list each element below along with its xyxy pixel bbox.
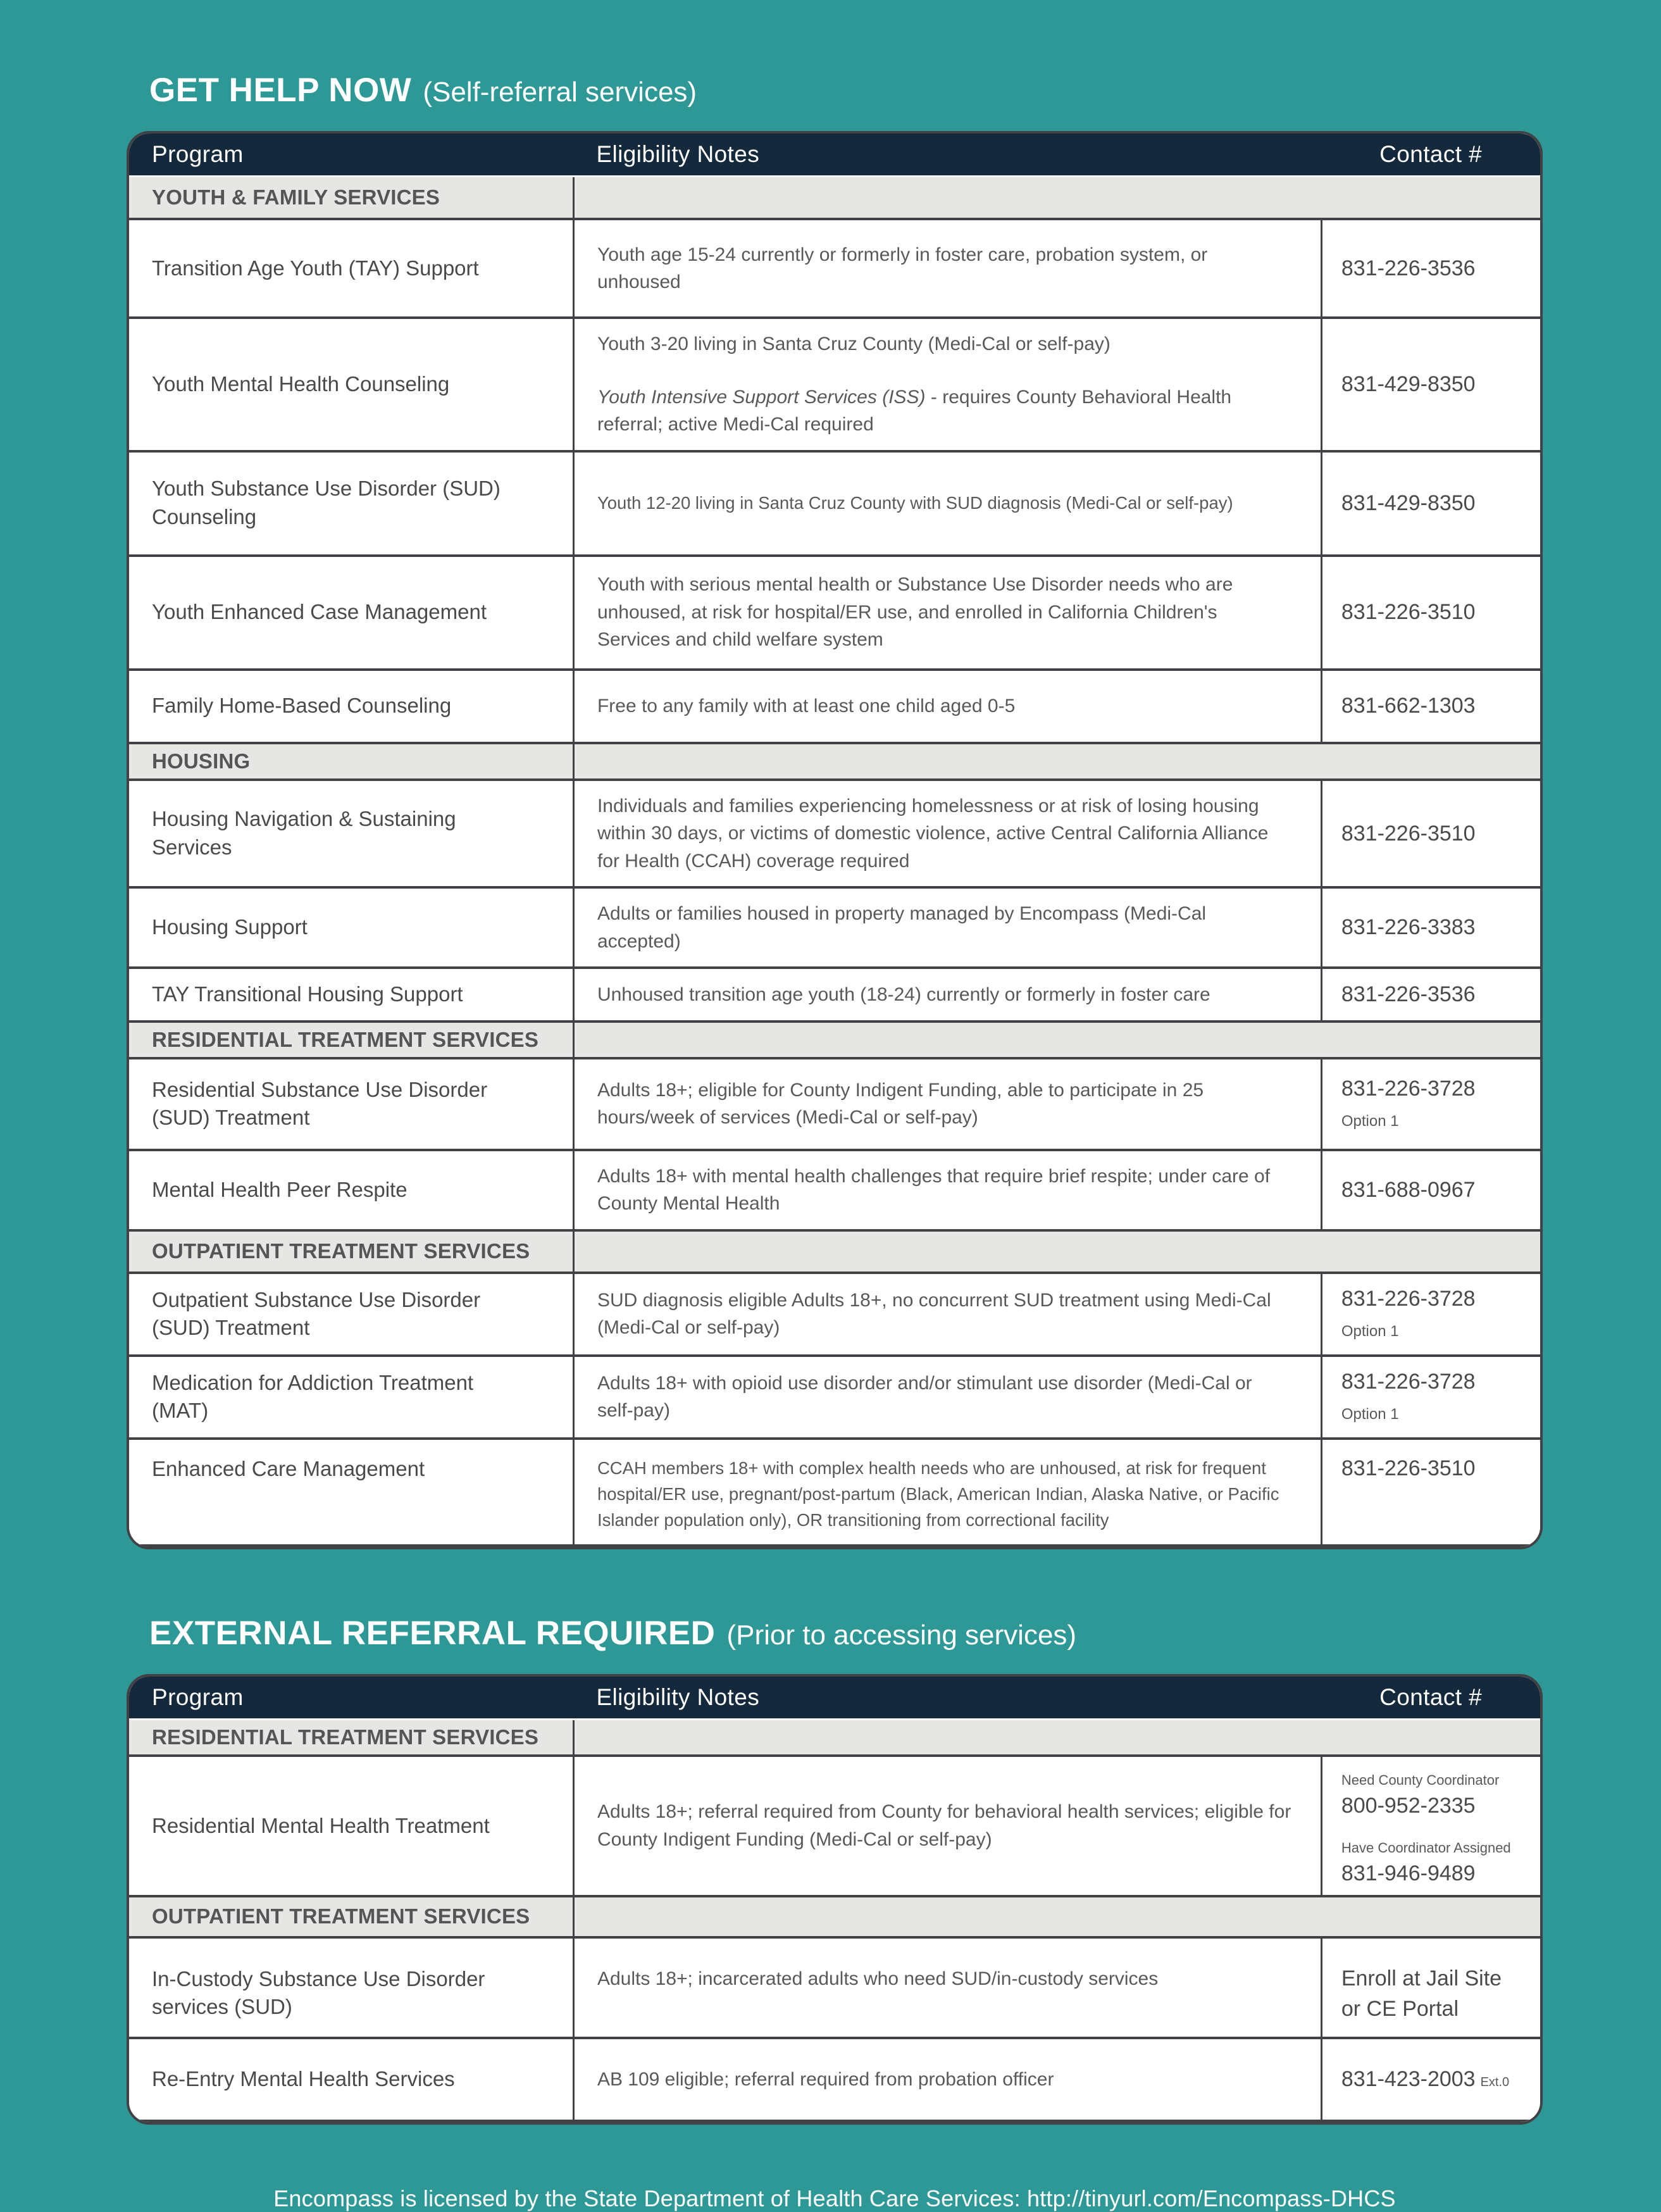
program-cell: Youth Substance Use Disorder (SUD) Counseling: [129, 451, 573, 556]
eligibility-cell: [573, 1273, 1321, 1356]
contact-line: [1341, 1285, 1530, 1313]
contact-number: 831-662-1303: [1341, 694, 1476, 718]
eligibility-cell: [573, 670, 1321, 743]
contact-number: 831-688-0967: [1341, 1177, 1476, 1202]
eligibility-text: Adults 18+ with opioid use disorder and/or stimulant use disorder (Medi-Cal or self-pay): [597, 1372, 1252, 1422]
contact-line: [1341, 2066, 1530, 2093]
eligibility-cell: [573, 1058, 1321, 1150]
section-label: OUTPATIENT TREATMENT SERVICES: [129, 1230, 573, 1273]
eligibility-text: Adults 18+; referral required from County for behavioral health services; eligible for County Indigent Funding (Medi-Cal or self-pay): [597, 1801, 1291, 1850]
contact-note: Need County Coordinator: [1341, 1771, 1500, 1788]
contact-line: [1341, 1965, 1530, 1992]
contact-line: [1341, 1765, 1530, 1792]
eligibility-cell: [573, 556, 1321, 670]
contact-cell: [1321, 1356, 1540, 1439]
contact-number: 831-226-3510: [1341, 600, 1476, 625]
contact-cell: [1321, 1150, 1540, 1230]
get-help-now-table: [129, 134, 1540, 1547]
contact-number: 831-946-9489: [1341, 1861, 1476, 1886]
eligibility-cell: [573, 1439, 1321, 1546]
contact-number: 831-226-3383: [1341, 915, 1476, 940]
eligibility-paragraph: [597, 1455, 1293, 1534]
contact-note: Ext.0: [1480, 2075, 1510, 2090]
eligibility-cell: [573, 1937, 1321, 2038]
column-header-program: Program: [129, 134, 573, 176]
program-cell: In-Custody Substance Use Disorder services (SUD): [129, 1937, 573, 2038]
program-row: [129, 1439, 1540, 1546]
program-row: [129, 887, 1540, 968]
contact-line: [1341, 1860, 1530, 1887]
section-row: [129, 743, 1540, 780]
eligibility-italic-text: Youth Intensive Support Services (ISS): [597, 386, 926, 408]
program-row: [129, 318, 1540, 451]
program-row: [129, 556, 1540, 670]
section-label: YOUTH & FAMILY SERVICES: [129, 176, 573, 219]
contact-line: [1341, 1455, 1530, 1482]
contact-number: 831-226-3728: [1341, 1076, 1476, 1101]
column-header-eligibility-notes: Eligibility Notes: [573, 1677, 1321, 1719]
contact-note: Option 1: [1341, 1113, 1399, 1130]
eligibility-paragraph: [597, 2066, 1293, 2094]
eligibility-cell: [573, 1150, 1321, 1230]
eligibility-paragraph: [597, 981, 1293, 1009]
eligibility-text: Youth with serious mental health or Substance Use Disorder needs who are unhoused, at risk for hospital/ER use, and enrolled in California Children's Services and child welfare system: [597, 574, 1233, 651]
program-cell: Residential Substance Use Disorder (SUD) Treatment: [129, 1058, 573, 1150]
table-body: [129, 1719, 1540, 2121]
program-row: [129, 1150, 1540, 1230]
program-cell: Youth Enhanced Case Management: [129, 556, 573, 670]
contact-line: [1341, 1368, 1530, 1396]
eligibility-cell: [573, 887, 1321, 968]
external-referral-table: [129, 1677, 1540, 2122]
contact-line: [1341, 1075, 1530, 1103]
contact-line: [1341, 692, 1530, 720]
contact-cell: [1321, 670, 1540, 743]
external-referral-card: [127, 1674, 1543, 2125]
eligibility-cell: [573, 1756, 1321, 1896]
contact-line: [1341, 1399, 1530, 1426]
header-row: [129, 1677, 1540, 1719]
section-row-filler: [573, 1230, 1540, 1273]
contact-cell: [1321, 318, 1540, 451]
contact-number: 831-429-8350: [1341, 491, 1476, 515]
program-row: [129, 219, 1540, 318]
contact-cell: [1321, 968, 1540, 1022]
eligibility-paragraph: [597, 1287, 1293, 1342]
section-row: [129, 1230, 1540, 1273]
contact-line: [1341, 1996, 1530, 2023]
eligibility-cell: [573, 451, 1321, 556]
contact-line: [1341, 820, 1530, 847]
eligibility-paragraph: [597, 241, 1293, 296]
eligibility-paragraph: [597, 1370, 1293, 1425]
contact-cell: [1321, 1439, 1540, 1546]
contact-cell: [1321, 451, 1540, 556]
program-row: [129, 451, 1540, 556]
section-label: HOUSING: [129, 743, 573, 780]
external-referral-title-main: EXTERNAL REFERRAL REQUIRED: [149, 1615, 716, 1653]
section-row-filler: [573, 1022, 1540, 1058]
eligibility-text: Adults 18+; eligible for County Indigent Funding, able to participate in 25 hours/week of services (Medi-Cal or self-pay): [597, 1079, 1204, 1128]
section-row: [129, 1896, 1540, 1937]
eligibility-cell: [573, 219, 1321, 318]
contact-line: [1341, 255, 1530, 282]
eligibility-cell: [573, 780, 1321, 888]
program-cell: Family Home-Based Counseling: [129, 670, 573, 743]
column-header-program: Program: [129, 1677, 573, 1719]
eligibility-paragraph: [597, 1798, 1293, 1853]
contact-line: [1341, 1792, 1530, 1820]
contact-cell: [1321, 1756, 1540, 1896]
contact-line: [1341, 1177, 1530, 1204]
contact-cell: [1321, 780, 1540, 888]
column-header-contact: Contact #: [1321, 1677, 1540, 1719]
eligibility-paragraph: [597, 792, 1293, 875]
program-cell: Housing Navigation & Sustaining Services: [129, 780, 573, 888]
program-row: [129, 1937, 1540, 2038]
contact-number: 831-423-2003: [1341, 2067, 1476, 2092]
eligibility-text: Youth age 15-24 currently or formerly in foster care, probation system, or unhoused: [597, 244, 1208, 292]
eligibility-cell: [573, 318, 1321, 451]
contact-number: Enroll at Jail Site: [1341, 1966, 1502, 1990]
contact-number: 831-226-3510: [1341, 821, 1476, 846]
contact-line: [1341, 371, 1530, 398]
eligibility-text: Adults or families housed in property managed by Encompass (Medi-Cal accepted): [597, 903, 1207, 952]
program-row: [129, 1756, 1540, 1896]
contact-cell: [1321, 556, 1540, 670]
contact-note: Option 1: [1341, 1406, 1399, 1423]
table-body: [129, 176, 1540, 1546]
contact-number: 800-952-2335: [1341, 1794, 1476, 1818]
external-referral-title: [149, 1549, 1543, 1653]
program-cell: Re-Entry Mental Health Services: [129, 2038, 573, 2121]
external-referral-title-sub: (Prior to accessing services): [726, 1620, 1077, 1651]
section-row: [129, 1719, 1540, 1756]
contact-cell: [1321, 1273, 1540, 1356]
contact-number: 831-226-3536: [1341, 256, 1476, 280]
footer-text: Encompass is licensed by the State Department of Health Care Services: http://tinyurl.com/Encompass-DHCS: [273, 2185, 1396, 2211]
eligibility-paragraph: [597, 692, 1293, 720]
contact-line: [1341, 981, 1530, 1008]
table-head: [129, 1677, 1540, 1719]
eligibility-text: Individuals and families experiencing homelessness or at risk of losing housing within 30 days, or victims of domestic violence, active Central California Alliance for Health (CCAH) coverage required: [597, 795, 1269, 872]
eligibility-cell: [573, 968, 1321, 1022]
eligibility-text: Unhoused transition age youth (18-24) currently or formerly in foster care: [597, 984, 1210, 1005]
contact-cell: [1321, 219, 1540, 318]
program-row: [129, 1273, 1540, 1356]
contact-line: [1341, 914, 1530, 941]
contact-line: [1341, 1316, 1530, 1343]
contact-number: 831-226-3728: [1341, 1286, 1476, 1311]
contact-cell: [1321, 1058, 1540, 1150]
eligibility-text: Free to any family with at least one child aged 0-5: [597, 695, 1016, 716]
contact-note: Option 1: [1341, 1323, 1399, 1340]
eligibility-cell: [573, 1356, 1321, 1439]
eligibility-text: Adults 18+ with mental health challenges that require brief respite; under care of County Mental Health: [597, 1165, 1271, 1215]
get-help-now-title: [149, 0, 1543, 109]
program-cell: Transition Age Youth (TAY) Support: [129, 219, 573, 318]
program-cell: Residential Mental Health Treatment: [129, 1756, 573, 1896]
contact-note: Have Coordinator Assigned: [1341, 1839, 1511, 1856]
section-row: [129, 1022, 1540, 1058]
eligibility-paragraph: [597, 491, 1293, 516]
contact-number: 831-226-3728: [1341, 1369, 1476, 1394]
program-cell: Youth Mental Health Counseling: [129, 318, 573, 451]
program-cell: Enhanced Care Management: [129, 1439, 573, 1546]
section-row-filler: [573, 743, 1540, 780]
contact-line: [1341, 490, 1530, 517]
program-row: [129, 1356, 1540, 1439]
contact-number: 831-226-3536: [1341, 982, 1476, 1007]
contact-cell: [1321, 887, 1540, 968]
program-cell: Mental Health Peer Respite: [129, 1150, 573, 1230]
eligibility-text: Adults 18+; incarcerated adults who need SUD/in-custody services: [597, 1968, 1159, 1989]
program-row: [129, 670, 1540, 743]
eligibility-text: Youth 12-20 living in Santa Cruz County with SUD diagnosis (Medi-Cal or self-pay): [597, 493, 1233, 513]
eligibility-paragraph: [597, 1163, 1293, 1218]
section-row: [129, 176, 1540, 219]
eligibility-cell: [573, 2038, 1321, 2121]
eligibility-paragraph: [597, 900, 1293, 955]
get-help-now-card: [127, 131, 1543, 1549]
program-cell: Medication for Addiction Treatment (MAT): [129, 1356, 573, 1439]
eligibility-paragraph: [597, 1965, 1293, 1993]
contact-number: 831-226-3510: [1341, 1456, 1476, 1480]
table-head: [129, 134, 1540, 176]
program-cell: Housing Support: [129, 887, 573, 968]
program-row: [129, 968, 1540, 1022]
contact-line: [1341, 1832, 1530, 1859]
contact-cell: [1321, 2038, 1540, 2121]
eligibility-text: - requires County Behavioral Health referral; active Medi-Cal required: [597, 386, 1232, 435]
contact-number: 831-429-8350: [1341, 372, 1476, 396]
eligibility-text: Youth 3-20 living in Santa Cruz County (Medi-Cal or self-pay): [597, 334, 1110, 354]
eligibility-text: CCAH members 18+ with complex health needs who are unhoused, at risk for frequent hospital/ER use, pregnant/post-partum (Black, American Indian, Alaska Native, or Pacific Islander population only), OR transitioning from correctional facility: [597, 1458, 1279, 1530]
section-row-filler: [573, 176, 1540, 219]
contact-line: [1341, 1106, 1530, 1133]
get-help-now-title-sub: (Self-referral services): [423, 77, 697, 108]
eligibility-paragraph: [597, 384, 1293, 439]
section-row-filler: [573, 1719, 1540, 1756]
program-row: [129, 2038, 1540, 2121]
eligibility-text: SUD diagnosis eligible Adults 18+, no concurrent SUD treatment using Medi-Cal (Medi-Cal or self-pay): [597, 1289, 1271, 1339]
program-row: [129, 1058, 1540, 1150]
column-header-eligibility-notes: Eligibility Notes: [573, 134, 1321, 176]
section-label: RESIDENTIAL TREATMENT SERVICES: [129, 1022, 573, 1058]
eligibility-paragraph: [597, 571, 1293, 654]
eligibility-paragraph: [597, 1077, 1293, 1132]
section-label: RESIDENTIAL TREATMENT SERVICES: [129, 1719, 573, 1756]
get-help-now-title-main: GET HELP NOW: [149, 72, 412, 109]
contact-line: [1341, 599, 1530, 626]
header-row: [129, 134, 1540, 176]
contact-cell: [1321, 1937, 1540, 2038]
eligibility-text: AB 109 eligible; referral required from probation officer: [597, 2068, 1054, 2090]
section-label: OUTPATIENT TREATMENT SERVICES: [129, 1896, 573, 1937]
column-header-contact: Contact #: [1321, 134, 1540, 176]
eligibility-paragraph: [597, 330, 1293, 358]
program-row: [129, 780, 1540, 888]
section-row-filler: [573, 1896, 1540, 1937]
program-cell: Outpatient Substance Use Disorder (SUD) Treatment: [129, 1273, 573, 1356]
contact-number: or CE Portal: [1341, 1997, 1459, 2021]
program-cell: TAY Transitional Housing Support: [129, 968, 573, 1022]
